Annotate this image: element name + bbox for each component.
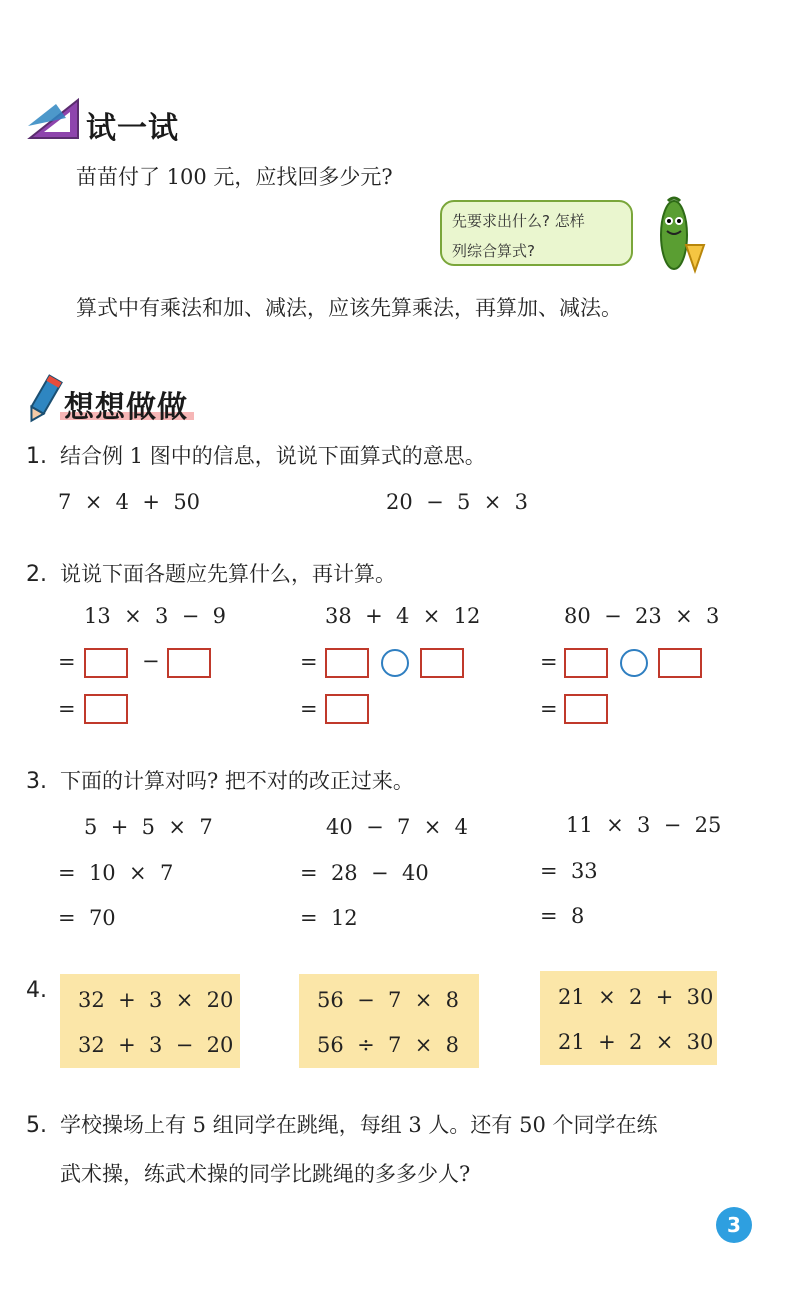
q4-box2-line1: 56 − 7 × 8 <box>317 988 460 1012</box>
q2-expr-2: 38 + 4 × 12 <box>325 604 481 628</box>
set-square-icon <box>26 96 82 146</box>
q3-col2-line2: = 28 − 40 <box>300 861 429 885</box>
hint-line-2: 列综合算式? <box>452 242 535 260</box>
hint-bubble <box>440 200 633 266</box>
q4-number: 4. <box>26 978 47 1003</box>
q1-expr-2: 20 − 5 × 3 <box>386 490 529 514</box>
q1-text: 结合例 1 图中的信息，说说下面算式的意思。 <box>60 444 486 468</box>
order-of-operations-rule: 算式中有乘法和加、减法，应该先算乘法，再算加、减法。 <box>76 296 622 320</box>
cucumber-mascot-icon <box>652 195 706 283</box>
answer-box[interactable] <box>564 694 608 724</box>
q4-box1-line1: 32 + 3 × 20 <box>78 988 234 1012</box>
q4-box1-line2: 32 + 3 − 20 <box>78 1033 234 1057</box>
operator-circle[interactable] <box>620 649 648 677</box>
q3-text: 下面的计算对吗? 把不对的改正过来。 <box>60 769 414 793</box>
answer-box[interactable] <box>325 648 369 678</box>
q3-number: 3. <box>26 769 47 794</box>
try-section-title: 试一试 <box>86 111 179 146</box>
q2-expr-3: 80 − 23 × 3 <box>564 604 720 628</box>
q3-col2-line3: = 12 <box>300 906 358 930</box>
q2-number: 2. <box>26 562 47 587</box>
q3-col3-line3: = 8 <box>540 904 585 928</box>
q5-line-2: 武术操，练武术操的同学比跳绳的多多少人? <box>60 1162 471 1186</box>
q4-panel-2 <box>299 974 479 1068</box>
q3-col3-line1: 11 × 3 − 25 <box>566 813 722 837</box>
q1-expr-1: 7 × 4 + 50 <box>58 490 201 514</box>
equals-sign: = <box>540 697 558 721</box>
try-question: 苗苗付了 100 元，应找回多少元? <box>76 165 393 189</box>
operator-circle[interactable] <box>381 649 409 677</box>
q2-expr-1: 13 × 3 − 9 <box>84 604 227 628</box>
q4-panel-1 <box>60 974 240 1068</box>
q2-text: 说说下面各题应先算什么，再计算。 <box>60 562 396 586</box>
equals-sign: = <box>58 650 76 674</box>
q5-line-1: 学校操场上有 5 组同学在跳绳，每组 3 人。还有 50 个同学在练 <box>60 1113 658 1137</box>
answer-box[interactable] <box>167 648 211 678</box>
q5-number: 5. <box>26 1113 47 1138</box>
answer-box[interactable] <box>84 648 128 678</box>
answer-box[interactable] <box>420 648 464 678</box>
q1-number: 1. <box>26 444 47 469</box>
pencil-icon <box>24 372 64 430</box>
equals-sign: = <box>58 697 76 721</box>
answer-box[interactable] <box>84 694 128 724</box>
equals-sign: = <box>540 650 558 674</box>
practice-section-title: 想想做做 <box>64 390 188 425</box>
page-number-badge: 3 <box>716 1207 752 1243</box>
q4-box3-line1: 21 × 2 + 30 <box>558 985 714 1009</box>
q3-col1-line1: 5 + 5 × 7 <box>84 815 213 839</box>
answer-box[interactable] <box>325 694 369 724</box>
q4-panel-3 <box>540 971 717 1065</box>
answer-box[interactable] <box>658 648 702 678</box>
q4-box2-line2: 56 ÷ 7 × 8 <box>317 1033 460 1057</box>
answer-box[interactable] <box>564 648 608 678</box>
q3-col1-line2: = 10 × 7 <box>58 861 174 885</box>
equals-sign: = <box>300 697 318 721</box>
equals-sign: = <box>300 650 318 674</box>
hint-line-1: 先要求出什么? 怎样 <box>452 212 585 230</box>
q3-col3-line2: = 33 <box>540 859 598 883</box>
q4-box3-line2: 21 + 2 × 30 <box>558 1030 714 1054</box>
q3-col2-line1: 40 − 7 × 4 <box>326 815 469 839</box>
q3-col1-line3: = 70 <box>58 906 116 930</box>
minus-sign: − <box>142 649 160 673</box>
